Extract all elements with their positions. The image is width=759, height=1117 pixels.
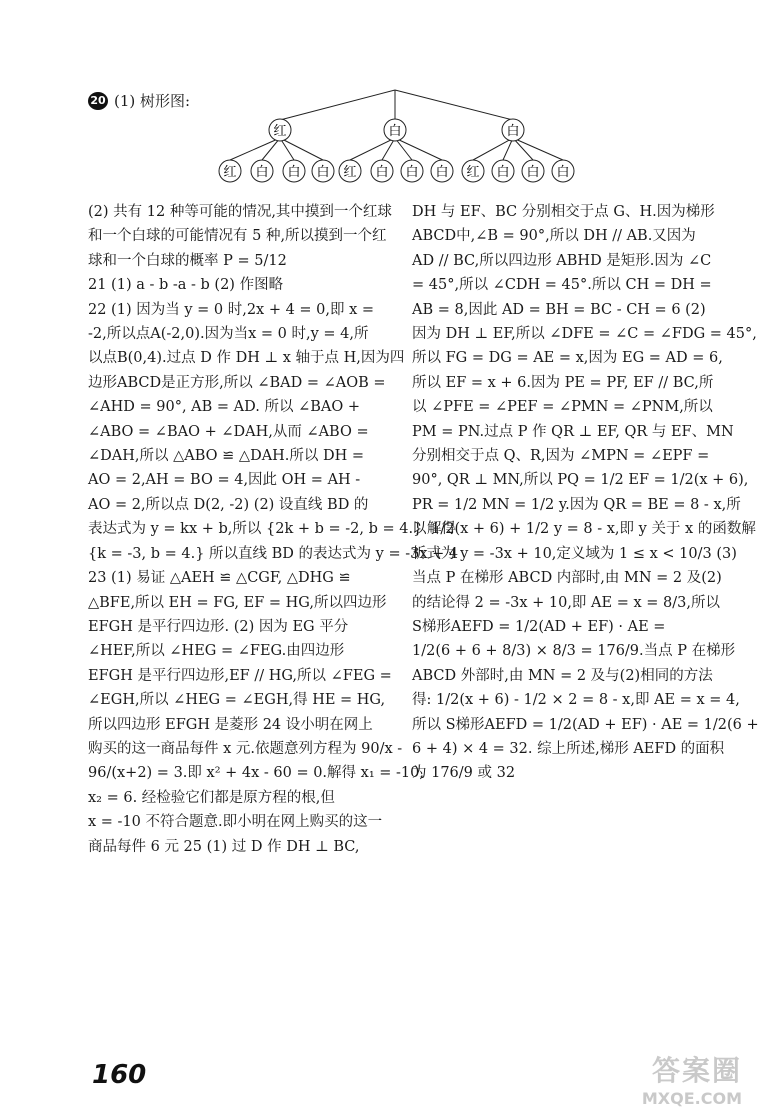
tree-leaf (462, 160, 484, 182)
text-line: ∠EGH,所以 ∠HEG = ∠EGH,得 HE = HG, (88, 692, 386, 709)
svg-text:红: 红 (223, 165, 237, 180)
text-line: x = -10 不符合题意.即小明在网上购买的这一 (88, 814, 383, 831)
text-line: x₂ = 6. 经检验它们都是原方程的根,但 (88, 789, 335, 806)
left-column (88, 200, 459, 859)
text-line: 以 ∠PFE = ∠PEF = ∠PMN = ∠PNM,所以 (412, 399, 713, 416)
text-line: 96/(x+2) = 3.即 x² + 4x - 60 = 0.解得 x₁ = -10, (88, 765, 424, 782)
text-line: 因为 DH ⊥ EF,所以 ∠DFE = ∠C = ∠FDG = 45°, (412, 326, 757, 343)
text-line: 的结论得 2 = -3x + 10,即 AE = x = 8/3,所以 (412, 594, 720, 611)
text-line: 23 (1) 易证 △AEH ≌ △CGF, △DHG ≌ (88, 570, 351, 587)
tree-leaf (312, 160, 334, 182)
tree-level-2 (219, 160, 574, 182)
text-line: ABCD 外部时,由 MN = 2 及与(2)相同的方法 (412, 667, 713, 684)
text-line: (2) 共有 12 种等可能的情况,其中摸到一个红球 (88, 204, 392, 220)
text-line: 分别相交于点 Q、R,因为 ∠MPN = ∠EPF = (412, 448, 710, 465)
text-line: 所以 FG = DG = AE = x,因为 EG = AD = 6, (412, 350, 723, 367)
question-20-header (88, 90, 190, 111)
text-line: △BFE,所以 EH = FG, EF = HG,所以四边形 (88, 594, 387, 611)
text-line: 所以 S梯形AEFD = 1/2(AD + EF) · AE = 1/2(6 + (412, 716, 759, 733)
text-line: 6 + 4) × 4 = 32. 综上所述,梯形 AEFD 的面积 (412, 740, 725, 757)
watermark-main: 答案圈 (651, 1054, 742, 1087)
svg-text:白: 白 (287, 165, 301, 180)
tree-leaf (283, 160, 305, 182)
text-line: = 45°,所以 ∠CDH = 45°.所以 CH = DH = (412, 277, 712, 294)
text-line: ∠DAH,所以 △ABO ≌ △DAH.所以 DH = (88, 448, 365, 465)
text-line: PR = 1/2 MN = 1/2 y.因为 QR = BE = 8 - x,所 (412, 496, 741, 513)
question-20-label: (1) 树形图: (114, 92, 191, 110)
tree-leaf (339, 160, 361, 182)
text-line: 析式为 y = -3x + 10,定义域为 1 ≤ x < 10/3 (3) (412, 545, 737, 562)
text-line: 购买的这一商品每件 x 元.依题意列方程为 90/x - (88, 740, 403, 757)
svg-text:白: 白 (506, 124, 520, 139)
right-column (412, 200, 759, 786)
tree-level-1 (269, 119, 524, 141)
svg-text:白: 白 (496, 165, 510, 180)
text-line: ∠AHD = 90°, AB = AD. 所以 ∠BAO + (88, 399, 361, 416)
watermark-sub: MXQE.COM (641, 1089, 742, 1108)
text-line: 以点B(0,4).过点 D 作 DH ⊥ x 轴于点 H,因为四 (88, 350, 405, 367)
text-line: ∠HEF,所以 ∠HEG = ∠FEG.由四边形 (88, 643, 345, 660)
text-line: 当点 P 在梯形 ABCD 内部时,由 MN = 2 及(2) (412, 570, 722, 587)
text-line: 为 176/9 或 32 (412, 765, 516, 782)
tree-leaf (431, 160, 453, 182)
svg-text:白: 白 (388, 124, 402, 139)
tree-leaf (552, 160, 574, 182)
text-line: 商品每件 6 元 25 (1) 过 D 作 DH ⊥ BC, (88, 838, 360, 855)
text-line: 21 (1) a - b -a - b (2) 作图略 (88, 277, 284, 294)
svg-text:红: 红 (273, 124, 287, 139)
svg-text:白: 白 (255, 165, 269, 180)
text-line: S梯形AEFD = 1/2(AD + EF) · AE = (412, 618, 666, 635)
text-line: DH 与 EF、BC 分别相交于点 G、H.因为梯形 (412, 204, 715, 220)
svg-text:白: 白 (526, 165, 540, 180)
tree-leaf (251, 160, 273, 182)
tree-node (269, 119, 291, 141)
tree-leaf (371, 160, 393, 182)
text-line: {k = -3, b = 4.} 所以直线 BD 的表达式为 y = -3x + 4 (88, 545, 459, 562)
question-badge: 20 (88, 92, 108, 110)
text-line: 表达式为 y = kx + b,所以 {2k + b = -2, b = 4.} 解得 (88, 521, 456, 538)
text-line: PM = PN.过点 P 作 QR ⊥ EF, QR 与 EF、MN (412, 423, 734, 440)
svg-text:白: 白 (316, 165, 330, 180)
text-line: EFGH 是平行四边形,EF // HG,所以 ∠FEG = (88, 667, 392, 684)
text-line: AO = 2,所以点 D(2, -2) (2) 设直线 BD 的 (88, 496, 369, 513)
svg-text:白: 白 (435, 165, 449, 180)
text-line: 1/2(6 + 6 + 8/3) × 8/3 = 176/9.当点 P 在梯形 (412, 643, 736, 660)
text-line: 得: 1/2(x + 6) - 1/2 × 2 = 8 - x,即 AE = x = 4, (412, 692, 740, 709)
text-line: -2,所以点A(-2,0).因为当x = 0 时,y = 4,所 (88, 326, 369, 343)
text-line: 90°, QR ⊥ MN,所以 PQ = 1/2 EF = 1/2(x + 6), (412, 472, 749, 489)
svg-text:白: 白 (556, 165, 570, 180)
text-line: 球和一个白球的概率 P = 5/12 (88, 252, 287, 269)
text-line: AD // BC,所以四边形 ABHD 是矩形.因为 ∠C (412, 252, 712, 269)
text-line: 22 (1) 因为当 y = 0 时,2x + 4 = 0,即 x = (88, 301, 375, 318)
watermark-logo (592, 1049, 742, 1109)
text-line: EFGH 是平行四边形. (2) 因为 EG 平分 (88, 618, 349, 635)
text-line: AO = 2,AH = BO = 4,因此 OH = AH - (88, 472, 361, 489)
text-line: 所以 EF = x + 6.因为 PE = PF, EF // BC,所 (412, 374, 714, 391)
text-line: ABCD中,∠B = 90°,所以 DH // AB.又因为 (412, 228, 696, 245)
tree-leaf (492, 160, 514, 182)
tree-leaf (219, 160, 241, 182)
tree-leaf (522, 160, 544, 182)
tree-node (502, 119, 524, 141)
svg-text:红: 红 (343, 165, 357, 180)
text-line: ∠ABO = ∠BAO + ∠DAH,从而 ∠ABO = (88, 423, 369, 440)
page-number: 160 (92, 1060, 147, 1090)
tree-leaf (401, 160, 423, 182)
text-line: 边形ABCD是正方形,所以 ∠BAD = ∠AOB = (88, 374, 386, 391)
text-line: AB = 8,因此 AD = BH = BC - CH = 6 (2) (412, 301, 706, 318)
tree-diagram (205, 82, 595, 187)
tree-node (384, 119, 406, 141)
text-line: 以 1/2(x + 6) + 1/2 y = 8 - x,即 y 关于 x 的函数解 (412, 521, 756, 538)
svg-text:红: 红 (466, 165, 480, 180)
text-line: 和一个白球的可能情况有 5 种,所以摸到一个红 (88, 228, 387, 245)
text-line: 所以四边形 EFGH 是菱形 24 设小明在网上 (88, 716, 373, 733)
svg-text:白: 白 (375, 165, 389, 180)
svg-text:白: 白 (405, 165, 419, 180)
